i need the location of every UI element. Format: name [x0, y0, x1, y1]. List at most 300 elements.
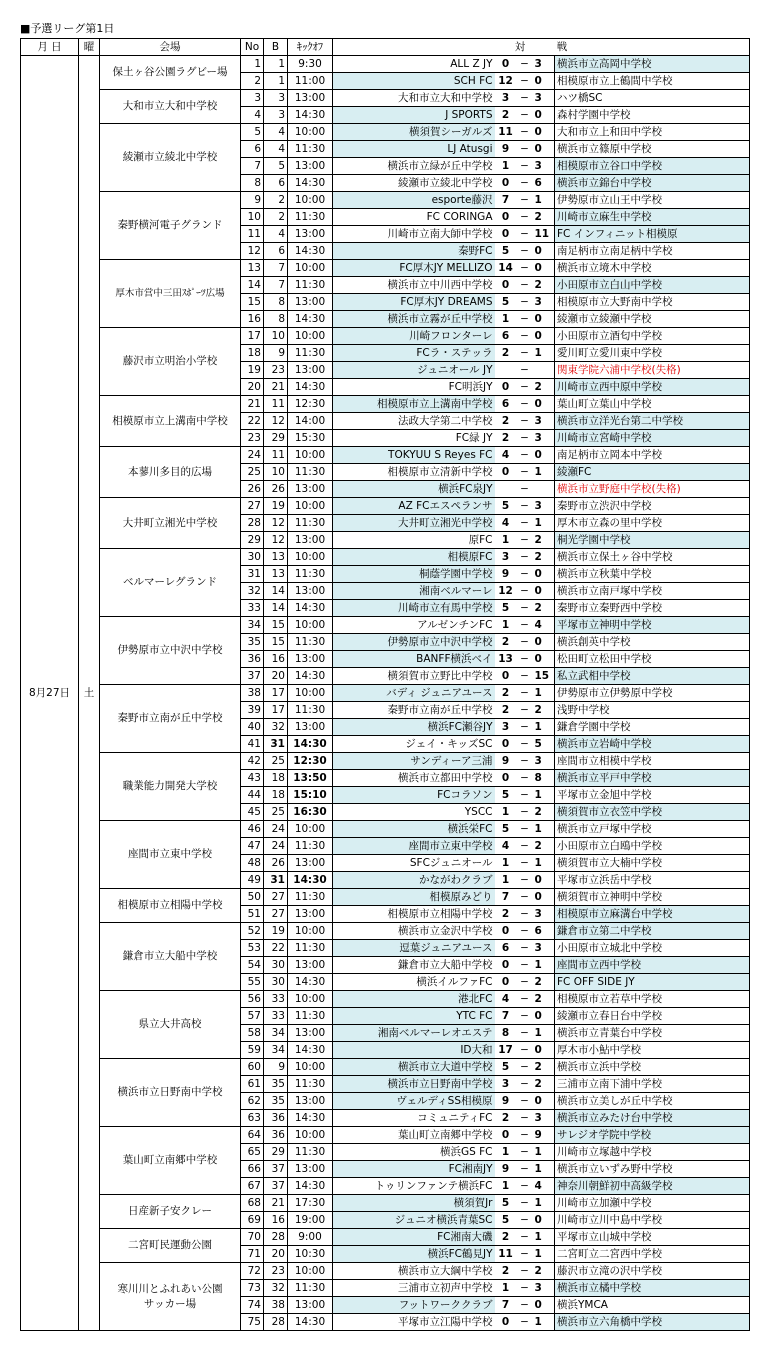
kickoff-time: 10:00 [288, 192, 333, 209]
match-no: 34 [241, 617, 264, 634]
match-no: 10 [241, 209, 264, 226]
away-score: 2 [533, 532, 555, 549]
home-team: 大井町立湘光中学校 [333, 515, 495, 532]
home-score: 0 [495, 56, 517, 73]
venue-cell: 秦野市立南が丘中学校 [100, 685, 241, 753]
venue-cell: 綾瀬市立綾北中学校 [100, 124, 241, 192]
away-score: 0 [533, 634, 555, 651]
score-dash: − [517, 1127, 533, 1144]
block-no: 11 [264, 447, 288, 464]
away-team: 横浜市立橘中学校 [555, 1280, 750, 1297]
kickoff-time: 14:30 [288, 1314, 333, 1331]
away-team: 葉山町立葉山中学校 [555, 396, 750, 413]
away-score: 0 [533, 243, 555, 260]
home-score: 1 [495, 532, 517, 549]
table-row [21, 192, 750, 209]
match-no: 73 [241, 1280, 264, 1297]
away-team: 綾瀬FC [555, 464, 750, 481]
venue-cell: 日産新子安クレー [100, 1195, 241, 1229]
home-score: 12 [495, 73, 517, 90]
home-score: 8 [495, 1025, 517, 1042]
header-dow: 曜 [79, 39, 100, 56]
score-dash: − [517, 787, 533, 804]
kickoff-time: 13:00 [288, 90, 333, 107]
home-score: 2 [495, 1229, 517, 1246]
kickoff-time: 10:00 [288, 617, 333, 634]
block-no: 2 [264, 192, 288, 209]
kickoff-time: 13:00 [288, 719, 333, 736]
away-team: 横浜市立南戸塚中学校 [555, 583, 750, 600]
kickoff-time: 14:30 [288, 668, 333, 685]
block-no: 25 [264, 753, 288, 770]
block-no: 33 [264, 991, 288, 1008]
venue-cell: 横浜市立日野南中学校 [100, 1059, 241, 1127]
kickoff-time: 11:30 [288, 889, 333, 906]
kickoff-time: 15:30 [288, 430, 333, 447]
away-team: 川崎市立加瀬中学校 [555, 1195, 750, 1212]
match-no: 19 [241, 362, 264, 379]
away-score: 1 [533, 855, 555, 872]
match-no: 46 [241, 821, 264, 838]
home-team: FC厚木JY MELLIZO [333, 260, 495, 277]
home-score: 12 [495, 583, 517, 600]
kickoff-time: 10:00 [288, 124, 333, 141]
away-team: 鎌倉学園中学校 [555, 719, 750, 736]
kickoff-time: 11:30 [288, 515, 333, 532]
match-no: 40 [241, 719, 264, 736]
score-dash: − [517, 1297, 533, 1314]
kickoff-time: 13:00 [288, 532, 333, 549]
score-dash: − [517, 957, 533, 974]
match-no: 49 [241, 872, 264, 889]
header-date: 月 日 [21, 39, 79, 56]
match-no: 11 [241, 226, 264, 243]
kickoff-time: 16:30 [288, 804, 333, 821]
match-no: 51 [241, 906, 264, 923]
kickoff-time: 14:30 [288, 1042, 333, 1059]
away-team: 横浜市立青葉台中学校 [555, 1025, 750, 1042]
match-no: 21 [241, 396, 264, 413]
kickoff-time: 14:30 [288, 379, 333, 396]
score-dash: − [517, 736, 533, 753]
home-team: YTC FC [333, 1008, 495, 1025]
block-no: 7 [264, 277, 288, 294]
kickoff-time: 11:30 [288, 464, 333, 481]
home-team: 横浜市立金沢中学校 [333, 923, 495, 940]
score-dash: − [517, 906, 533, 923]
score-dash: − [517, 464, 533, 481]
match-no: 69 [241, 1212, 264, 1229]
home-team: SCH FC [333, 73, 495, 90]
home-score: 9 [495, 1093, 517, 1110]
away-team: 横浜市立錦台中学校 [555, 175, 750, 192]
away-score: 3 [533, 430, 555, 447]
score-dash: − [517, 328, 533, 345]
away-team: 川崎市立麻生中学校 [555, 209, 750, 226]
match-no: 45 [241, 804, 264, 821]
page-title: ■予選リーグ第1日 [20, 22, 115, 35]
away-score: 0 [533, 73, 555, 90]
kickoff-time: 14:30 [288, 736, 333, 753]
kickoff-time: 13:00 [288, 294, 333, 311]
block-no: 1 [264, 73, 288, 90]
venue-cell: 座間市立東中学校 [100, 821, 241, 889]
kickoff-time: 11:30 [288, 634, 333, 651]
match-no: 70 [241, 1229, 264, 1246]
block-no: 9 [264, 345, 288, 362]
away-score: 0 [533, 583, 555, 600]
table-row [21, 1229, 750, 1246]
home-score: 2 [495, 1263, 517, 1280]
kickoff-time: 11:30 [288, 1008, 333, 1025]
home-score: 9 [495, 1161, 517, 1178]
kickoff-time: 9:00 [288, 1229, 333, 1246]
home-team: LJ Atusgi [333, 141, 495, 158]
block-no: 22 [264, 940, 288, 957]
away-team: 相模原市立若草中学校 [555, 991, 750, 1008]
away-team: 横浜創英中学校 [555, 634, 750, 651]
kickoff-time: 10:00 [288, 991, 333, 1008]
away-score: 1 [533, 345, 555, 362]
away-score: 2 [533, 1059, 555, 1076]
home-score: 11 [495, 124, 517, 141]
match-no: 27 [241, 498, 264, 515]
home-team: 川崎フロンターレ [333, 328, 495, 345]
home-score: 0 [495, 1314, 517, 1331]
home-score: 9 [495, 566, 517, 583]
away-score: 4 [533, 1178, 555, 1195]
kickoff-time: 13:00 [288, 1161, 333, 1178]
kickoff-time: 13:50 [288, 770, 333, 787]
home-team: フットワーククラブ [333, 1297, 495, 1314]
home-score: 5 [495, 243, 517, 260]
home-team: YSCC [333, 804, 495, 821]
home-team: J SPORTS [333, 107, 495, 124]
kickoff-time: 14:30 [288, 1110, 333, 1127]
block-no: 26 [264, 481, 288, 498]
block-no: 8 [264, 294, 288, 311]
block-no: 18 [264, 770, 288, 787]
block-no: 10 [264, 328, 288, 345]
match-schedule-table [20, 38, 750, 1331]
block-no: 21 [264, 1195, 288, 1212]
venue-cell: 大井町立湘光中学校 [100, 498, 241, 549]
header-row [21, 39, 750, 56]
home-score: 5 [495, 294, 517, 311]
table-row [21, 1263, 750, 1280]
away-team: 伊勢原市立山王中学校 [555, 192, 750, 209]
home-score: 5 [495, 1212, 517, 1229]
match-no: 22 [241, 413, 264, 430]
match-no: 14 [241, 277, 264, 294]
home-team: トゥリンファンテ横浜FC [333, 1178, 495, 1195]
home-team: FC湘南JY [333, 1161, 495, 1178]
away-score: 0 [533, 1212, 555, 1229]
match-no: 75 [241, 1314, 264, 1331]
home-score: 2 [495, 685, 517, 702]
home-score: 6 [495, 396, 517, 413]
match-no: 61 [241, 1076, 264, 1093]
kickoff-time: 12:30 [288, 753, 333, 770]
home-score: 9 [495, 753, 517, 770]
block-no: 6 [264, 243, 288, 260]
away-team: 横須賀市立神明中学校 [555, 889, 750, 906]
away-team: 横浜市立平戸中学校 [555, 770, 750, 787]
away-team: 横浜市立高岡中学校 [555, 56, 750, 73]
home-team: ジュニオール JY [333, 362, 495, 379]
away-score [533, 362, 555, 379]
away-score: 0 [533, 889, 555, 906]
away-score: 0 [533, 107, 555, 124]
kickoff-time: 13:00 [288, 1297, 333, 1314]
away-team: 秦野市立秦野西中学校 [555, 600, 750, 617]
match-no: 62 [241, 1093, 264, 1110]
match-no: 60 [241, 1059, 264, 1076]
home-team: 横須賀シーガルズ [333, 124, 495, 141]
block-no: 30 [264, 974, 288, 991]
kickoff-time: 10:00 [288, 498, 333, 515]
kickoff-time: 13:00 [288, 906, 333, 923]
score-dash: − [517, 515, 533, 532]
score-dash: − [517, 396, 533, 413]
block-no: 23 [264, 1263, 288, 1280]
away-score: 2 [533, 804, 555, 821]
away-team: 南足柄市立岡本中学校 [555, 447, 750, 464]
away-score: 2 [533, 549, 555, 566]
home-team: 相模原市立上溝南中学校 [333, 396, 495, 413]
kickoff-time: 11:30 [288, 141, 333, 158]
match-no: 39 [241, 702, 264, 719]
block-no: 13 [264, 549, 288, 566]
block-no: 11 [264, 396, 288, 413]
away-score: 0 [533, 1297, 555, 1314]
home-team: 相模原市立清新中学校 [333, 464, 495, 481]
block-no: 8 [264, 311, 288, 328]
score-dash: − [517, 1195, 533, 1212]
home-score: 1 [495, 158, 517, 175]
away-score: 1 [533, 1144, 555, 1161]
home-score: 0 [495, 770, 517, 787]
home-score: 3 [495, 1076, 517, 1093]
home-team: サンディーア三浦 [333, 753, 495, 770]
away-team: 相模原市立麻溝台中学校 [555, 906, 750, 923]
match-no: 20 [241, 379, 264, 396]
kickoff-time: 10:00 [288, 1127, 333, 1144]
home-team: 鎌倉市立大船中学校 [333, 957, 495, 974]
score-dash: − [517, 362, 533, 379]
home-team: 横浜FC鶴見JY [333, 1246, 495, 1263]
away-score: 3 [533, 940, 555, 957]
match-no: 7 [241, 158, 264, 175]
match-no: 12 [241, 243, 264, 260]
away-score: 1 [533, 957, 555, 974]
block-no: 16 [264, 1212, 288, 1229]
match-no: 59 [241, 1042, 264, 1059]
home-score: 3 [495, 90, 517, 107]
home-team: ヴェルディSS相模原 [333, 1093, 495, 1110]
match-no: 29 [241, 532, 264, 549]
block-no: 33 [264, 1008, 288, 1025]
match-no: 15 [241, 294, 264, 311]
score-dash: − [517, 651, 533, 668]
table-row [21, 1195, 750, 1212]
match-no: 4 [241, 107, 264, 124]
match-no: 68 [241, 1195, 264, 1212]
home-team: FC CORINGA [333, 209, 495, 226]
match-no: 3 [241, 90, 264, 107]
away-score: 0 [533, 447, 555, 464]
home-score: 0 [495, 464, 517, 481]
score-dash: − [517, 719, 533, 736]
score-dash: − [517, 226, 533, 243]
home-score: 7 [495, 1008, 517, 1025]
away-score: 2 [533, 1263, 555, 1280]
home-team: 横須賀Jr [333, 1195, 495, 1212]
home-team: 横浜FC泉JY [333, 481, 495, 498]
kickoff-time: 13:00 [288, 957, 333, 974]
kickoff-time: 14:30 [288, 872, 333, 889]
away-team: 横須賀市立衣笠中学校 [555, 804, 750, 821]
table-row [21, 396, 750, 413]
venue-cell: 相模原市立相陽中学校 [100, 889, 241, 923]
home-team: 横浜市立都田中学校 [333, 770, 495, 787]
away-team: 横浜市立洋光台第二中学校 [555, 413, 750, 430]
match-no: 30 [241, 549, 264, 566]
header-b: B [264, 39, 288, 56]
away-score: 0 [533, 1008, 555, 1025]
home-score: 5 [495, 600, 517, 617]
block-no: 24 [264, 821, 288, 838]
home-score: 3 [495, 719, 517, 736]
kickoff-time: 11:30 [288, 1076, 333, 1093]
away-team: 藤沢市立滝の沢中学校 [555, 1263, 750, 1280]
home-score: 0 [495, 974, 517, 991]
home-score: 2 [495, 634, 517, 651]
away-team: 秦野市立渋沢中学校 [555, 498, 750, 515]
home-score: 3 [495, 549, 517, 566]
home-team: 相模原みどり [333, 889, 495, 906]
score-dash: − [517, 940, 533, 957]
home-score: 14 [495, 260, 517, 277]
kickoff-time: 10:00 [288, 923, 333, 940]
away-team: 座間市立西中学校 [555, 957, 750, 974]
kickoff-time: 11:30 [288, 566, 333, 583]
kickoff-time: 19:00 [288, 1212, 333, 1229]
home-team: 桐蔭学園中学校 [333, 566, 495, 583]
home-team: 伊勢原市立中沢中学校 [333, 634, 495, 651]
block-no: 4 [264, 124, 288, 141]
block-no: 13 [264, 566, 288, 583]
home-team: 横浜市立緑が丘中学校 [333, 158, 495, 175]
away-score: 0 [533, 311, 555, 328]
score-dash: − [517, 90, 533, 107]
match-no: 53 [241, 940, 264, 957]
away-team: 横浜市立戸塚中学校 [555, 821, 750, 838]
block-no: 34 [264, 1042, 288, 1059]
away-team: 横浜YMCA [555, 1297, 750, 1314]
away-team: 小田原市立白山中学校 [555, 277, 750, 294]
header-match: 対 戦 [333, 39, 750, 56]
home-score: 6 [495, 940, 517, 957]
block-no: 17 [264, 685, 288, 702]
match-no: 44 [241, 787, 264, 804]
venue-cell: 二宮町民運動公園 [100, 1229, 241, 1263]
score-dash: − [517, 923, 533, 940]
away-score: 1 [533, 1246, 555, 1263]
score-dash: − [517, 243, 533, 260]
home-team: 川崎市立南大師中学校 [333, 226, 495, 243]
block-no: 27 [264, 906, 288, 923]
away-team: 川崎市立塚越中学校 [555, 1144, 750, 1161]
home-team: 逗葉ジュニアユース [333, 940, 495, 957]
table-row [21, 498, 750, 515]
away-score: 3 [533, 413, 555, 430]
away-team: 川崎市立川中島中学校 [555, 1212, 750, 1229]
home-score: 0 [495, 668, 517, 685]
block-no: 12 [264, 413, 288, 430]
home-team: 綾瀬市立綾北中学校 [333, 175, 495, 192]
block-no: 38 [264, 1297, 288, 1314]
kickoff-time: 10:00 [288, 821, 333, 838]
score-dash: − [517, 702, 533, 719]
away-team: 綾瀬市立春日台中学校 [555, 1008, 750, 1025]
block-no: 29 [264, 1144, 288, 1161]
home-score: 7 [495, 889, 517, 906]
block-no: 35 [264, 1093, 288, 1110]
away-score: 0 [533, 651, 555, 668]
table-row [21, 56, 750, 73]
away-score: 2 [533, 1076, 555, 1093]
home-team: 横浜市立中川西中学校 [333, 277, 495, 294]
score-dash: − [517, 1229, 533, 1246]
match-no: 37 [241, 668, 264, 685]
table-row [21, 260, 750, 277]
score-dash: − [517, 1110, 533, 1127]
score-dash: − [517, 498, 533, 515]
block-no: 15 [264, 617, 288, 634]
kickoff-time: 14:30 [288, 974, 333, 991]
match-no: 47 [241, 838, 264, 855]
away-score: 15 [533, 668, 555, 685]
away-team: 私立武相中学校 [555, 668, 750, 685]
kickoff-time: 15:10 [288, 787, 333, 804]
away-team: 平塚市立神明中学校 [555, 617, 750, 634]
block-no: 25 [264, 804, 288, 821]
venue-cell: 葉山町立南郷中学校 [100, 1127, 241, 1195]
table-row [21, 991, 750, 1008]
home-score: 7 [495, 192, 517, 209]
venue-cell: 藤沢市立明治小学校 [100, 328, 241, 396]
away-score: 3 [533, 1280, 555, 1297]
away-score: 2 [533, 600, 555, 617]
home-team: ジェイ・キッズSC [333, 736, 495, 753]
away-score: 0 [533, 872, 555, 889]
score-dash: − [517, 413, 533, 430]
home-score: 11 [495, 1246, 517, 1263]
away-score: 3 [533, 294, 555, 311]
away-score: 4 [533, 617, 555, 634]
score-dash: − [517, 804, 533, 821]
kickoff-time: 14:30 [288, 175, 333, 192]
block-no: 27 [264, 889, 288, 906]
kickoff-time: 13:00 [288, 583, 333, 600]
score-dash: − [517, 634, 533, 651]
score-dash: − [517, 549, 533, 566]
score-dash: − [517, 1161, 533, 1178]
away-team: 松田町立松田中学校 [555, 651, 750, 668]
home-score: 5 [495, 1059, 517, 1076]
away-team: 川崎市立宮崎中学校 [555, 430, 750, 447]
